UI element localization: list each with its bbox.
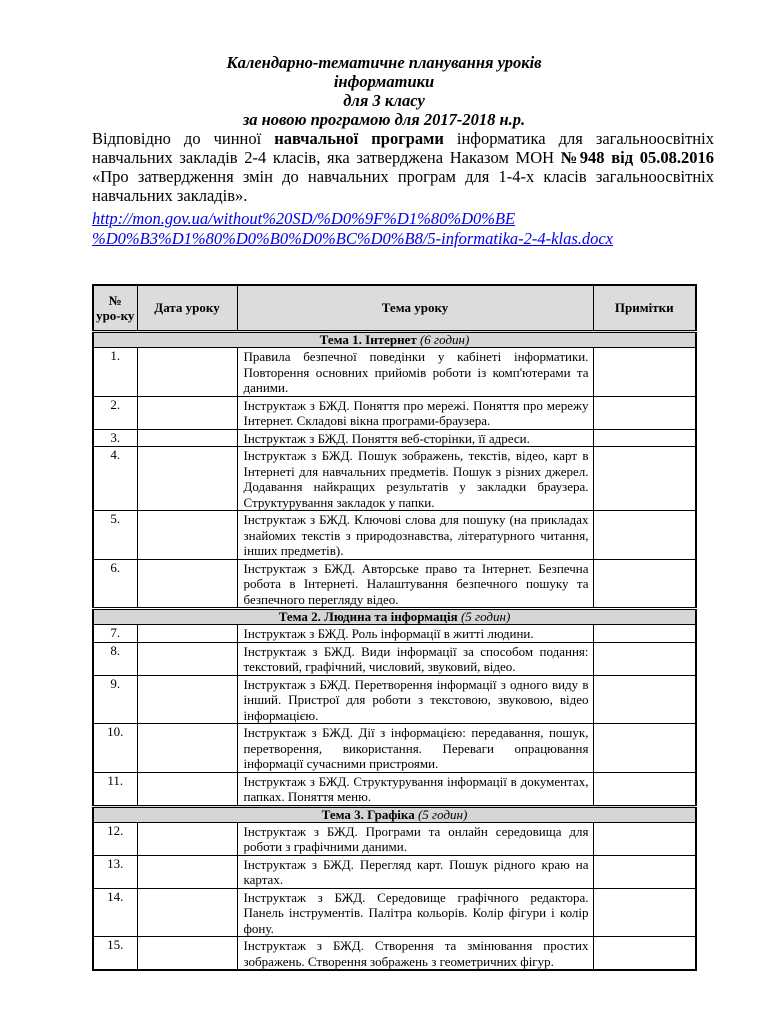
- lesson-number: 14.: [93, 888, 137, 937]
- lesson-date-cell: [137, 625, 237, 643]
- table-row: [93, 396, 696, 429]
- table-row: [93, 447, 696, 511]
- lesson-number: 10.: [93, 724, 137, 773]
- table-header-row: [93, 285, 696, 332]
- header-topic: Тема уроку: [237, 285, 593, 332]
- table-row: [93, 642, 696, 675]
- intro-bold-order: №948 від 05.08.2016: [560, 148, 714, 167]
- document-title-line-2: інформатики: [333, 72, 435, 91]
- lesson-number: 11.: [93, 772, 137, 806]
- table-row: [93, 348, 696, 397]
- table-row: [93, 888, 696, 937]
- lesson-date-cell: [137, 855, 237, 888]
- lesson-topic: Інструктаж з БЖД. Перетворення інформації з одного виду в інший. Пристрої для роботи з текстовою, звуковою, відео інформацією.: [237, 675, 593, 724]
- header-date: Дата уроку: [137, 285, 237, 332]
- header-lesson-number: № уро-ку: [93, 285, 137, 332]
- lesson-number: 15.: [93, 937, 137, 971]
- table-row: [93, 855, 696, 888]
- lesson-date-cell: [137, 429, 237, 447]
- section-name: Тема 3. Графіка: [321, 806, 415, 822]
- intro-paragraph: [92, 129, 714, 205]
- lesson-number: 5.: [93, 511, 137, 560]
- table-row: [93, 724, 696, 773]
- lesson-notes-cell: [593, 675, 696, 724]
- lesson-notes-cell: [593, 348, 696, 397]
- table-row: [93, 675, 696, 724]
- section-hours: (6 годин): [419, 332, 470, 347]
- lesson-date-cell: [137, 447, 237, 511]
- section-title: [93, 332, 696, 348]
- section-row: [93, 609, 696, 625]
- lesson-number: 1.: [93, 348, 137, 397]
- lesson-number: 9.: [93, 675, 137, 724]
- lesson-topic: Інструктаж з БЖД. Види інформації за способом подання: текстовий, графічний, числовий, звуковий, відео.: [237, 642, 593, 675]
- header-notes: Примітки: [593, 285, 696, 332]
- lesson-topic: Інструктаж з БЖД. Створення та змінювання простих зображень. Створення зображень з геометричних фігур.: [237, 937, 593, 971]
- lesson-date-cell: [137, 937, 237, 971]
- lesson-date-cell: [137, 348, 237, 397]
- lesson-notes-cell: [593, 625, 696, 643]
- lesson-number: 13.: [93, 855, 137, 888]
- section-title: [93, 806, 696, 822]
- lesson-number: 3.: [93, 429, 137, 447]
- lesson-topic: Інструктаж з БЖД. Роль інформації в житті людини.: [237, 625, 593, 643]
- intro-text-3: «Про затвердження змін до навчальних програм для 1-4-х класів загальноосвітніх навчальних закладів».: [92, 167, 714, 205]
- lesson-number: 8.: [93, 642, 137, 675]
- lesson-topic: Інструктаж з БЖД. Дії з інформацією: передавання, пошук, перетворення, використання. Переваги опрацювання інформації сучасними пристроями.: [237, 724, 593, 773]
- document-title-line-1: Календарно-тематичне планування уроків: [226, 53, 542, 72]
- lesson-notes-cell: [593, 822, 696, 855]
- lesson-topic: Інструктаж з БЖД. Структурування інформації в документах, папках. Поняття меню.: [237, 772, 593, 806]
- section-name: Тема 2. Людина та інформація: [278, 609, 458, 624]
- lesson-date-cell: [137, 724, 237, 773]
- lesson-topic: Інструктаж з БЖД. Поняття веб-сторінки, її адреси.: [237, 429, 593, 447]
- lesson-number: 4.: [93, 447, 137, 511]
- lesson-date-cell: [137, 772, 237, 806]
- lesson-date-cell: [137, 642, 237, 675]
- lesson-date-cell: [137, 675, 237, 724]
- lesson-notes-cell: [593, 937, 696, 971]
- lesson-notes-cell: [593, 511, 696, 560]
- section-hours: (5 годин): [417, 806, 468, 822]
- lesson-number: 12.: [93, 822, 137, 855]
- lesson-topic: Правила безпечної поведінки у кабінеті інформатики. Повторення основних прийомів роботи із комп'ютерами та даними.: [237, 348, 593, 397]
- document-title-line-3: для 3 класу: [343, 91, 425, 110]
- table-row: [93, 625, 696, 643]
- lesson-topic: Інструктаж з БЖД. Перегляд карт. Пошук рідного краю на картах.: [237, 855, 593, 888]
- table-row: [93, 822, 696, 855]
- lesson-number: 6.: [93, 559, 137, 609]
- intro-text-2: інформатика для загальноосвітніх навчальних закладів 2-4 класів, яка затверджена Наказом МОН: [92, 129, 714, 167]
- lesson-topic: Інструктаж з БЖД. Середовище графічного редактора. Панель інструментів. Палітра кольорів. Колір фігури і колір фону.: [237, 888, 593, 937]
- lesson-notes-cell: [593, 772, 696, 806]
- table-row: [93, 772, 696, 806]
- lesson-notes-cell: [593, 396, 696, 429]
- lesson-topic: Інструктаж з БЖД. Ключові слова для пошуку (на прикладах знайомих текстів з природознавства, літературного читання, інших предметів).: [237, 511, 593, 560]
- lesson-date-cell: [137, 822, 237, 855]
- intro-bold-program: навчальної програми: [274, 129, 444, 148]
- table-row: [93, 559, 696, 609]
- section-title: [93, 609, 696, 625]
- program-link-line-1[interactable]: http://mon.gov.ua/without%20SD/%D0%9F%D1%80%D0%BE: [92, 209, 516, 228]
- section-row: [93, 806, 696, 822]
- lesson-notes-cell: [593, 642, 696, 675]
- lesson-notes-cell: [593, 855, 696, 888]
- lesson-notes-cell: [593, 888, 696, 937]
- lesson-plan-table: [92, 284, 697, 971]
- table-row: [93, 937, 696, 971]
- lesson-notes-cell: [593, 447, 696, 511]
- table-row: [93, 511, 696, 560]
- intro-text-1: Відповідно до чинної: [92, 129, 275, 148]
- section-row: [93, 332, 696, 348]
- section-hours: (5 годин): [460, 609, 511, 624]
- section-name: Тема 1. Інтернет: [319, 332, 417, 347]
- lesson-number: 7.: [93, 625, 137, 643]
- lesson-number: 2.: [93, 396, 137, 429]
- lesson-date-cell: [137, 888, 237, 937]
- lesson-notes-cell: [593, 559, 696, 609]
- table-row: [93, 429, 696, 447]
- lesson-topic: Інструктаж з БЖД. Поняття про мережі. Поняття про мережу Інтернет. Складові вікна програми-браузера.: [237, 396, 593, 429]
- lesson-topic: Інструктаж з БЖД. Пошук зображень, текстів, відео, карт в Інтернеті для навчальних предметів. Пошук з різних джерел. Додавання найкращих результатів у закладки браузера. Структурування закладок у папки.: [237, 447, 593, 511]
- lesson-topic: Інструктаж з БЖД. Авторське право та Інтернет. Безпечна робота в Інтернеті. Налаштування безпечного пошуку та безпечного перегляду відео.: [237, 559, 593, 609]
- program-link-line-2[interactable]: %D0%B3%D1%80%D0%B0%D0%BC%D0%B8/5-informatika-2-4-klas.docx: [92, 229, 614, 248]
- lesson-notes-cell: [593, 429, 696, 447]
- lesson-date-cell: [137, 559, 237, 609]
- document-title-line-4: за новою програмою для 2017-2018 н.р.: [242, 110, 526, 129]
- lesson-date-cell: [137, 511, 237, 560]
- lesson-notes-cell: [593, 724, 696, 773]
- lesson-topic: Інструктаж з БЖД. Програми та онлайн середовища для роботи з графічними даними.: [237, 822, 593, 855]
- lesson-date-cell: [137, 396, 237, 429]
